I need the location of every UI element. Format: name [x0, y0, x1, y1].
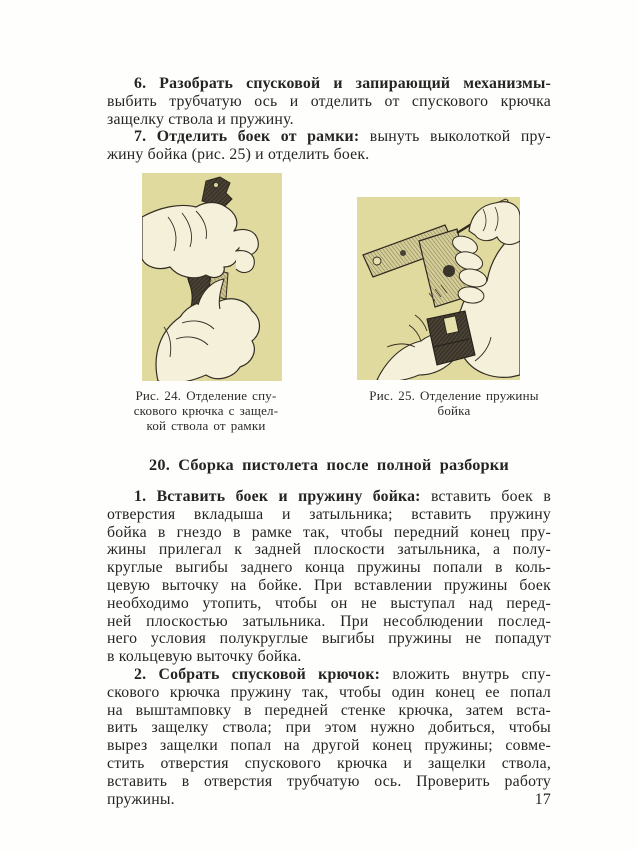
line-bold-segment: 6. Разобрать спусковой и запирающий механизмы- — [134, 75, 551, 92]
line-text-segment: необходимо утопить, чтобы он не выступал над перед- — [107, 594, 551, 612]
text-line — [107, 630, 551, 648]
caption-line: бойка — [437, 403, 471, 419]
text-line — [107, 773, 551, 791]
line-text-segment: жины прилегал к задней плоскости затыльника, а полу- — [107, 541, 551, 559]
text-line — [107, 684, 551, 702]
line-text-segment: него условия полукруглые выгибы пружины не попадут — [107, 630, 551, 648]
text-line — [107, 128, 551, 146]
figure-24-illustration — [142, 173, 282, 381]
text-line — [107, 75, 551, 93]
line-text-segment: ней плоскостью затыльника. При несоблюдении послед- — [107, 612, 551, 630]
line-text-segment: отверстия вкладыша и затыльника; вставить пружину — [107, 505, 551, 523]
text-line — [107, 506, 551, 524]
caption-line: скового крючка с защел- — [133, 403, 279, 419]
text-line — [107, 719, 551, 737]
caption-line: кой ствола от рамки — [146, 418, 266, 434]
line-text-segment: скового крючка пружину так, чтобы один конец ее попал — [107, 683, 551, 701]
text-line — [107, 524, 551, 542]
figure-25-illustration — [357, 197, 520, 380]
text-line — [107, 648, 551, 666]
text-line — [107, 93, 551, 111]
page-number: 17 — [534, 790, 551, 808]
line-text-segment: жину бойка (рис. 25) и отделить боек. — [107, 146, 370, 164]
text-line — [107, 111, 551, 129]
text-line — [107, 755, 551, 773]
figure-24 — [142, 173, 282, 381]
line-text-segment: цевую выточку на бойке. При вставлении пружины боек — [107, 576, 551, 594]
text-line — [107, 702, 551, 720]
section-heading: 20. Сборка пистолета после полной разборки — [149, 455, 509, 474]
line-bold-segment: 1. Вставить боек и пружину бойка: — [134, 488, 421, 505]
line-text-segment: вставить боек в — [420, 488, 552, 505]
text-line — [107, 595, 551, 613]
line-text-segment: пружины. — [107, 790, 175, 808]
line-text-segment: вить защелку ствола; при этом нужно добиться, чтобы — [107, 719, 551, 737]
figure-24-caption — [127, 388, 285, 434]
line-text-segment: бойка в гнездо в рамке так, чтобы передний конец пру- — [107, 523, 551, 541]
line-text-segment: выбить трубчатую ось и отделить от спускового крючка — [107, 92, 551, 110]
line-text-segment: вырез защелки попал на другой конец пружины; совме- — [107, 737, 551, 755]
text-line — [107, 146, 551, 164]
text-line — [107, 666, 551, 684]
caption-line: Рис. 24. Отделение спу- — [135, 388, 277, 403]
line-text-segment: на выштамповку в передней стенке крючка, затем вста- — [107, 701, 551, 719]
line-text-segment: вынуть выколоткой пру- — [359, 128, 551, 146]
text-line — [107, 488, 551, 506]
body-paragraphs — [107, 488, 551, 808]
text-line — [107, 541, 551, 559]
figure-25-caption — [356, 388, 552, 418]
text-line — [107, 577, 551, 595]
text-line — [107, 613, 551, 631]
line-bold-segment: 7. Отделить боек от рамки: — [134, 128, 360, 146]
line-text-segment: вложить внутрь спу- — [380, 665, 551, 683]
text-line — [107, 791, 551, 809]
intro-paragraphs — [107, 75, 551, 164]
line-text-segment: вставить в отверстия трубчатую ось. Проверить работу — [107, 772, 551, 790]
caption-line: Рис. 25. Отделение пружины — [369, 388, 539, 403]
line-bold-segment: 2. Собрать спусковой крючок: — [134, 665, 381, 683]
text-line — [107, 737, 551, 755]
line-text-segment: стить отверстия спускового крючка и защелки ствола, — [107, 754, 551, 772]
line-text-segment: круглые выгибы заднего конца пружины попали в коль- — [107, 559, 551, 577]
line-text-segment: в кольцевую выточку бойка. — [107, 648, 302, 666]
figure-25 — [357, 197, 520, 380]
text-line — [107, 559, 551, 577]
line-text-segment: защелку ствола и пружину. — [107, 110, 294, 128]
